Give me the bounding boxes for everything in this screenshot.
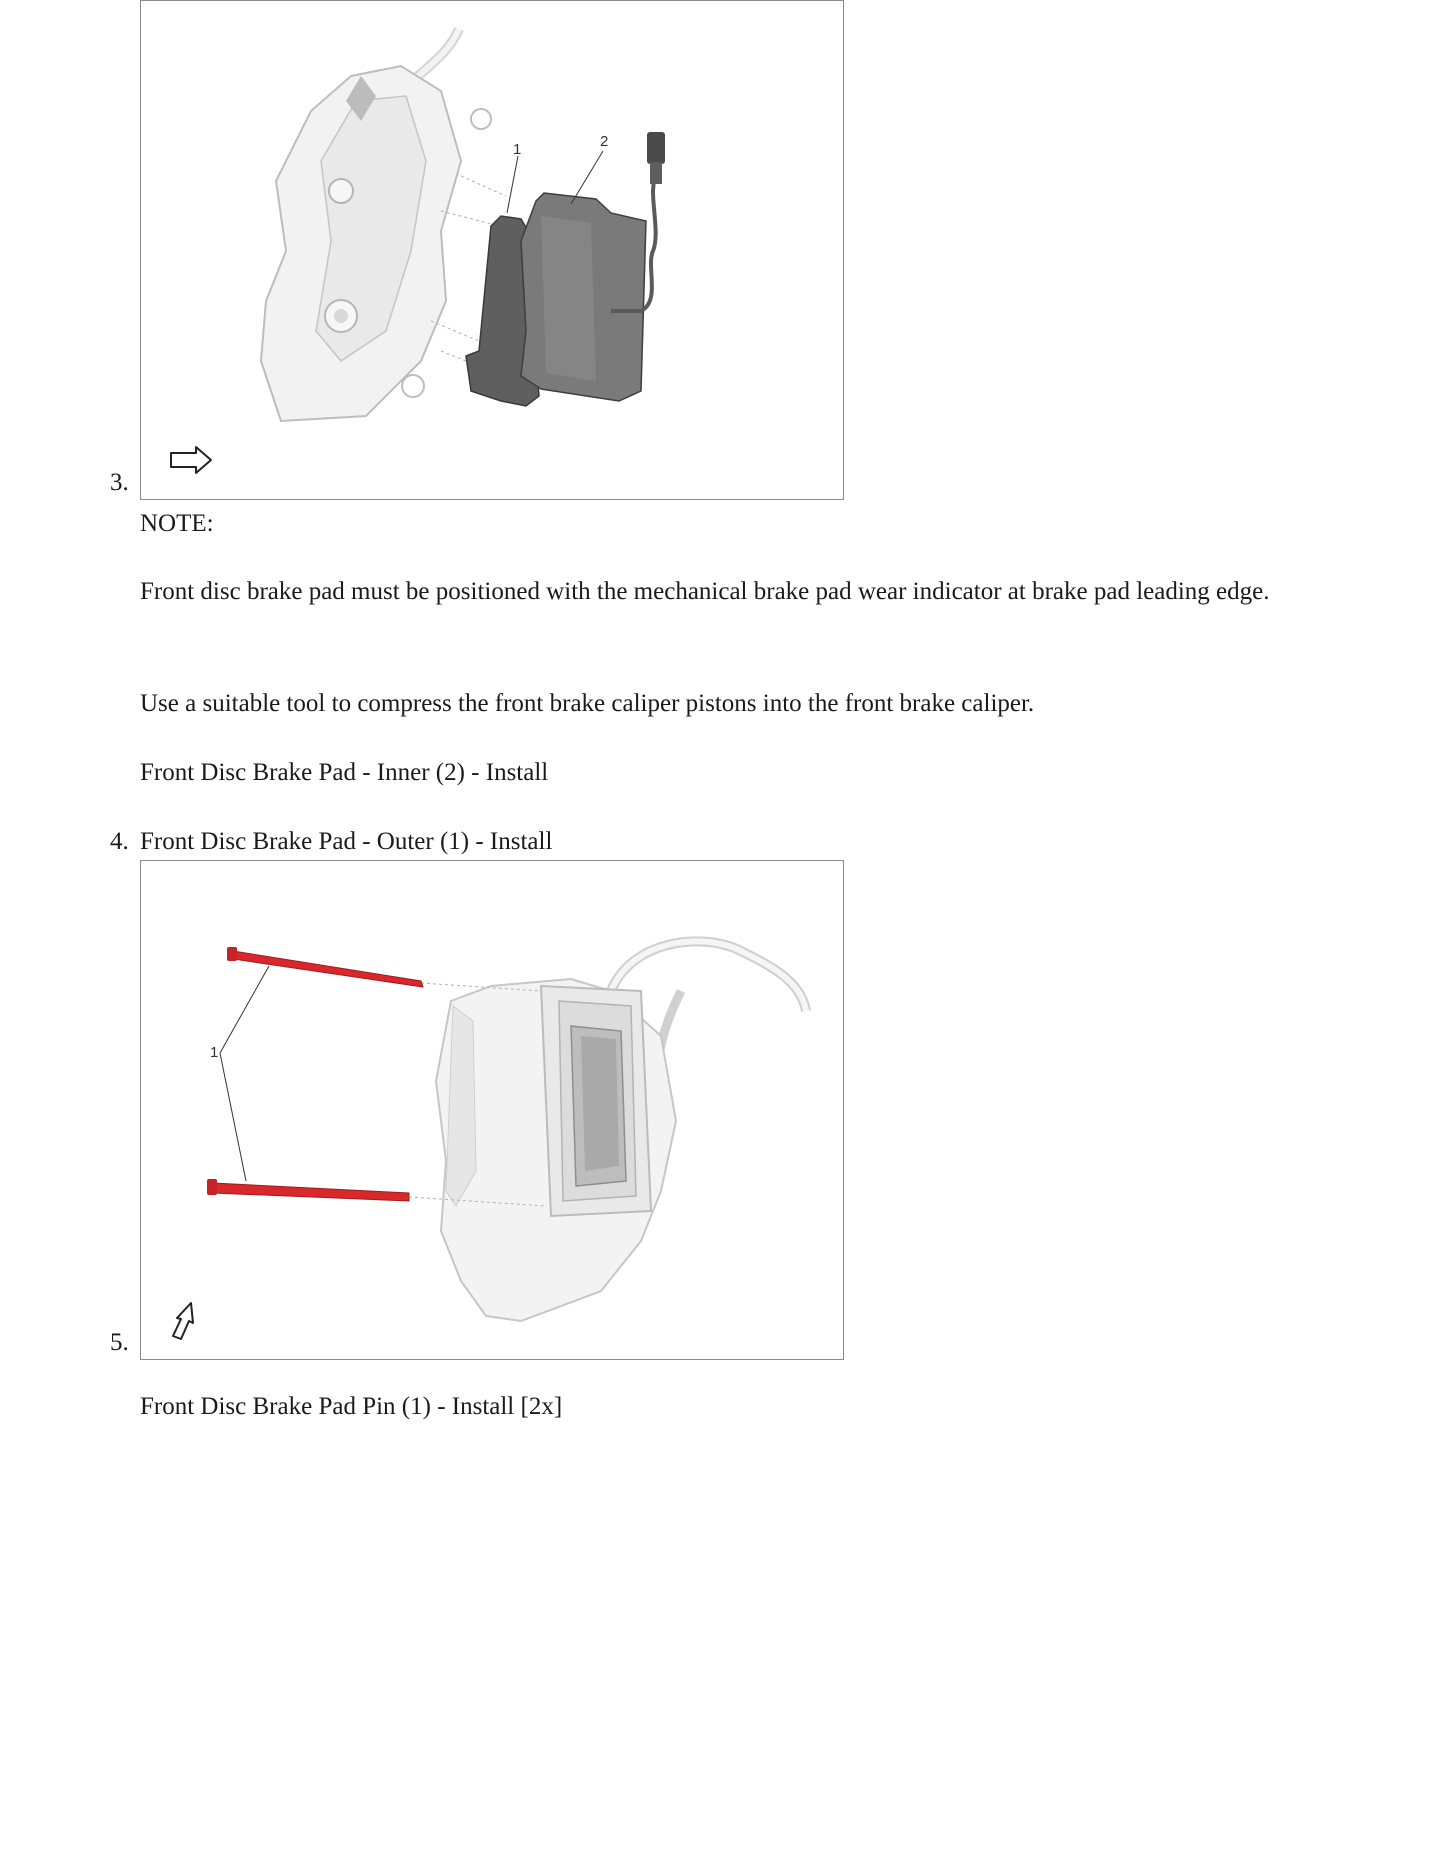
note-label: NOTE:: [140, 510, 214, 537]
brake-pad-figure: [140, 0, 844, 500]
callout-1: 1: [210, 1044, 219, 1061]
arrow-right-icon: [171, 447, 211, 473]
brake-pad-pin: [207, 1179, 409, 1201]
callout-1: 1: [513, 141, 522, 158]
instruction-paragraph: Use a suitable tool to compress the front brake caliper pistons into the front brake caliper.: [140, 690, 1035, 717]
step-caption: Front Disc Brake Pad Pin (1) - Install [2x]: [140, 1393, 563, 1420]
step-caption: Front Disc Brake Pad - Inner (2) - Install: [140, 759, 549, 786]
step-number: 4.: [110, 828, 129, 855]
brake-pad-pin: [227, 947, 423, 987]
brake-pad-pin-figure: [140, 860, 844, 1360]
note-text: Front disc brake pad must be positioned with the mechanical brake pad wear indicator at brake pad leading edge.: [140, 578, 1270, 605]
arrow-up-icon: [173, 1303, 193, 1339]
step-caption: Front Disc Brake Pad - Outer (1) - Install: [140, 828, 553, 855]
callout-2: 2: [600, 133, 609, 150]
step-number: 5.: [110, 1329, 129, 1356]
step-number: 3.: [110, 469, 129, 496]
